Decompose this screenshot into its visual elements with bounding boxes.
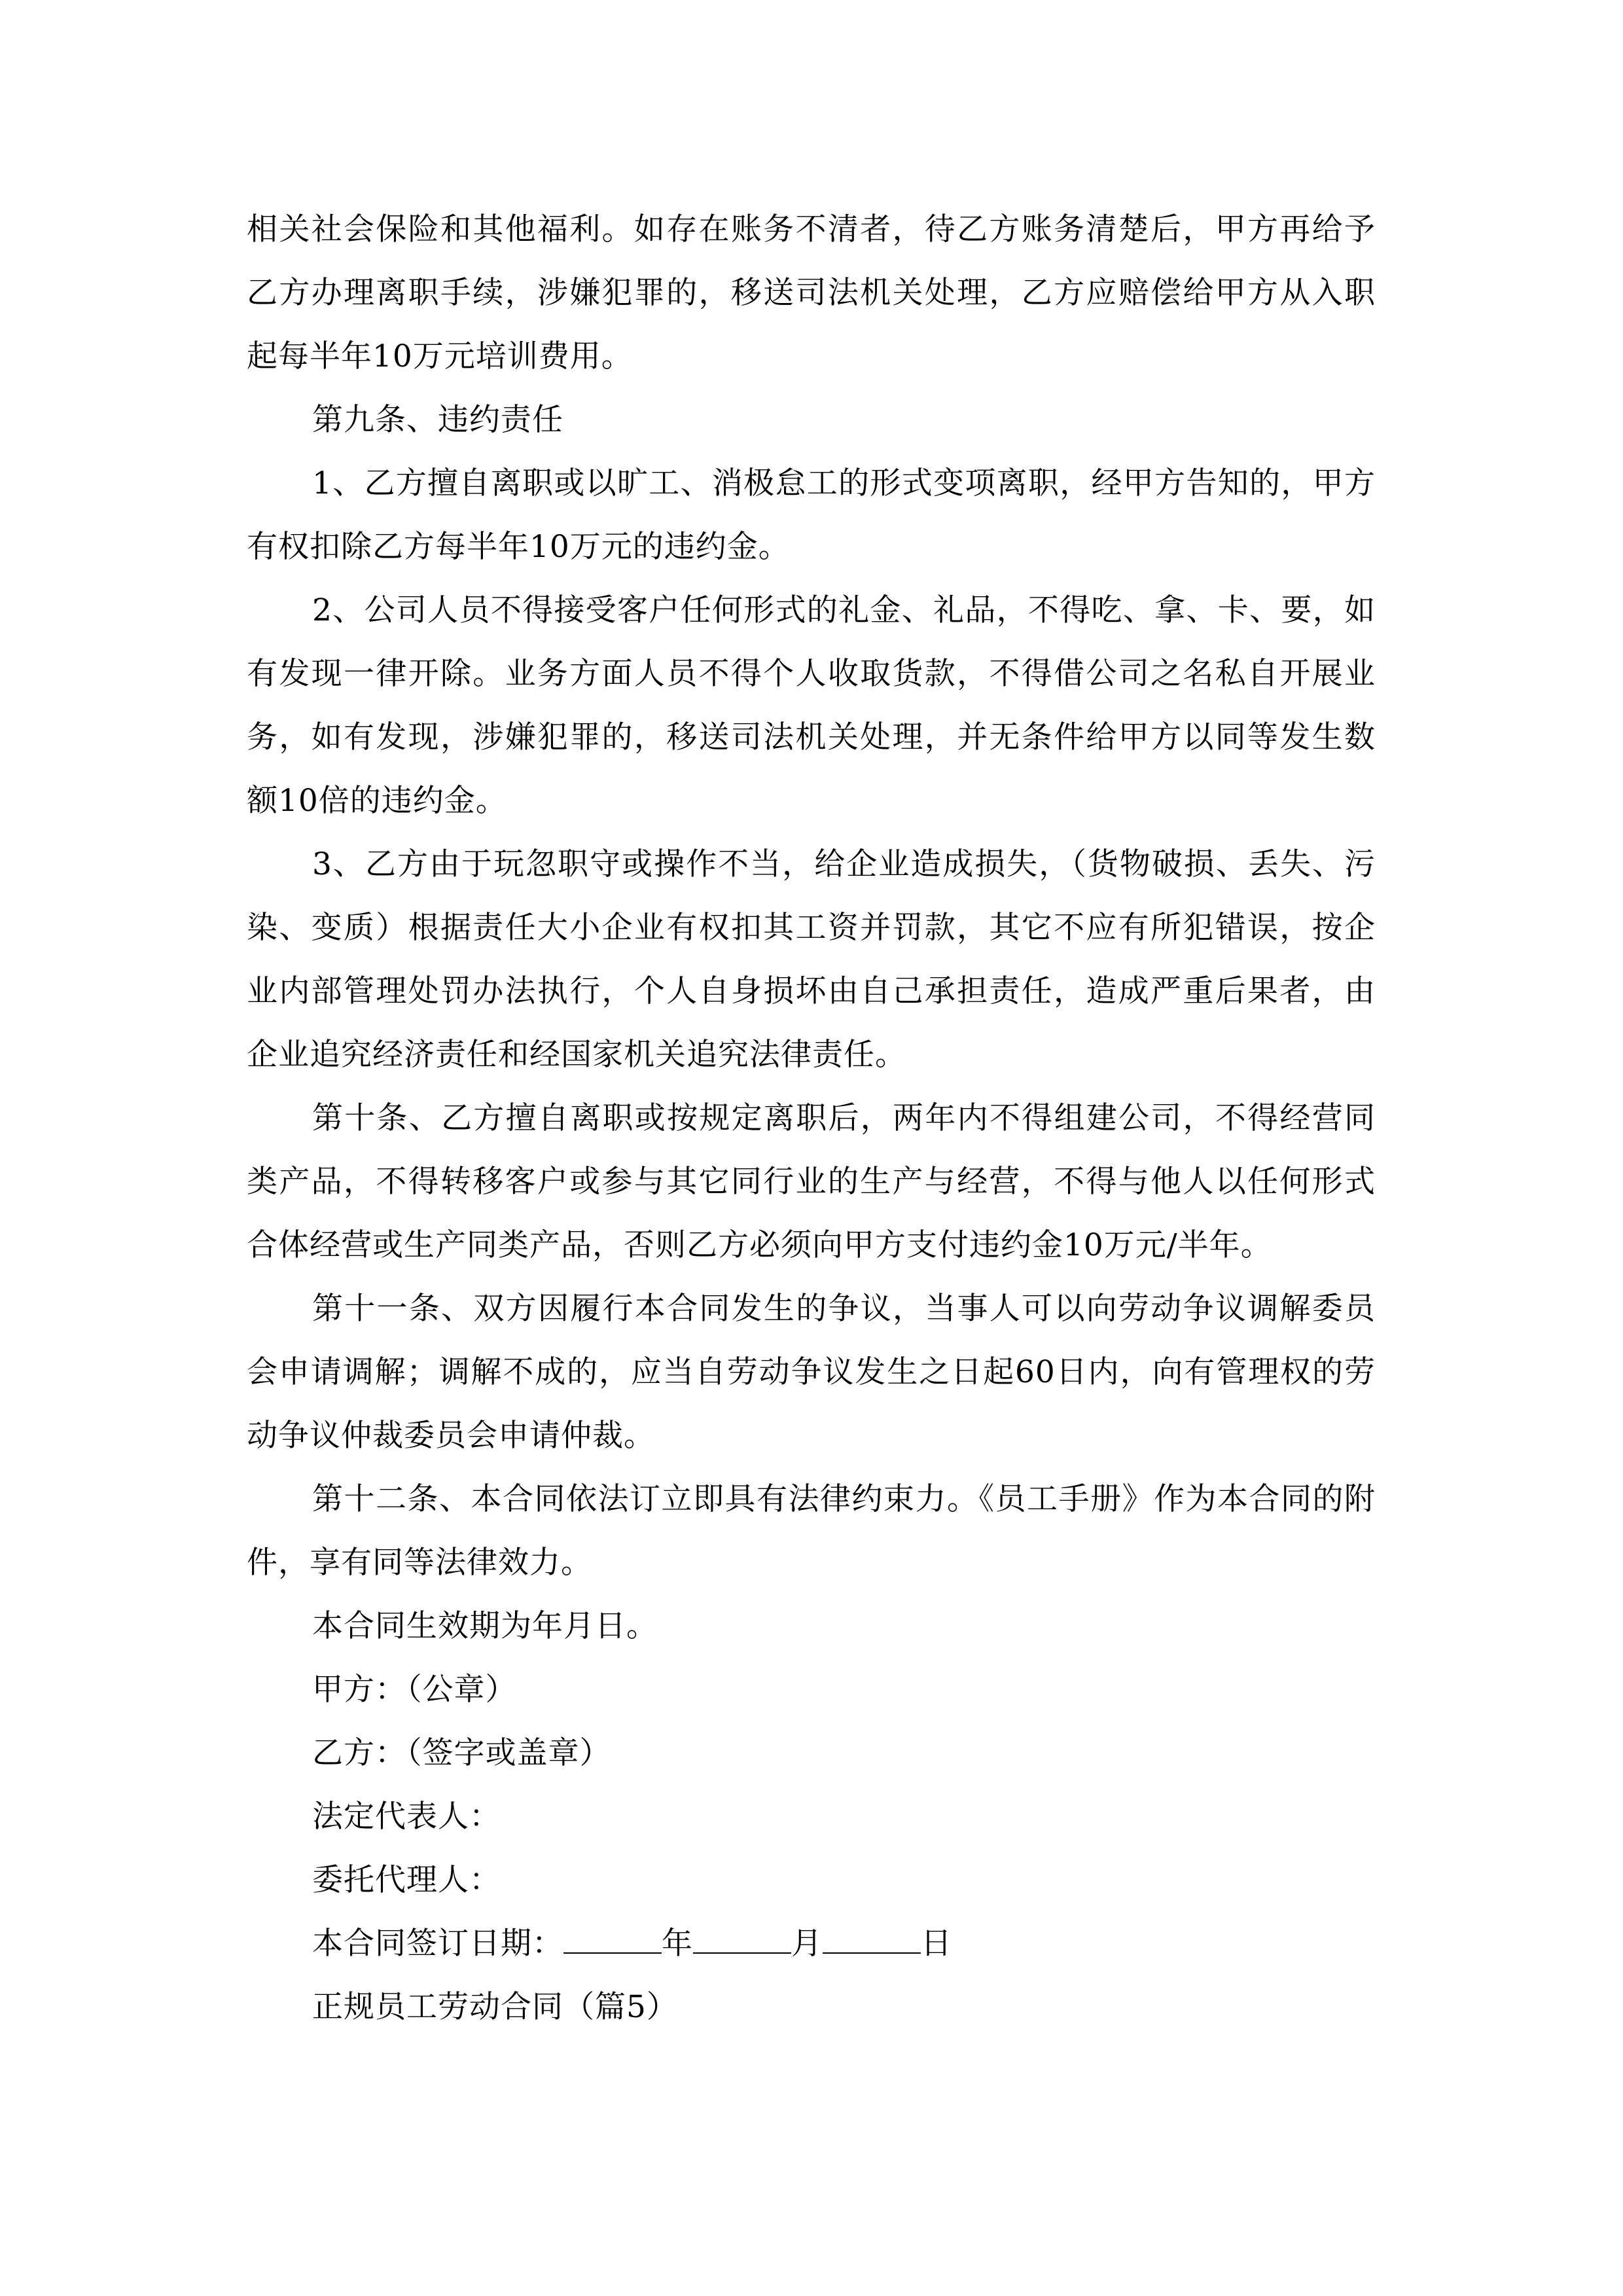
article-9-heading: 第九条、违约责任: [312, 402, 563, 438]
next-contract-heading: 正规员工劳动合同（篇5）: [312, 1989, 678, 2025]
day-blank: [823, 1926, 921, 1954]
day-label: 日: [921, 1926, 952, 1962]
article-12: 第十二条、本合同依法订立即具有法律约束力。《员工手册》作为本合同的附件，享有同等法律效力。: [247, 1481, 1376, 1581]
legal-representative-line: 法定代表人：: [312, 1799, 501, 1835]
sign-date-line: [247, 1912, 1376, 1975]
document-body: [247, 198, 1376, 2039]
sign-date-label: 本合同签订日期：: [312, 1926, 563, 1962]
month-label: 月: [791, 1926, 823, 1962]
article-9-item-3: 3、乙方由于玩忽职守或操作不当，给企业造成损失，（货物破损、丢失、污染、变质）根据责任大小企业有权扣其工资并罚款，其它不应有所犯错误，按企业内部管理处罚办法执行，个人自身损坏由自己承担责任，造成严重后果者，由企业追究经济责任和经国家机关追究法律责任。: [247, 846, 1376, 1073]
article-9-item-2: 2、公司人员不得接受客户任何形式的礼金、礼品，不得吃、拿、卡、要，如有发现一律开除。业务方面人员不得个人收取货款，不得借公司之名私自开展业务，如有发现，涉嫌犯罪的，移送司法机关处理，并无条件给甲方以同等发生数额10倍的违约金。: [247, 592, 1376, 819]
year-label: 年: [662, 1926, 693, 1962]
article-11: 第十一条、双方因履行本合同发生的争议，当事人可以向劳动争议调解委员会申请调解；调解不成的，应当自劳动争议发生之日起60日内，向有管理权的劳动争议仲裁委员会申请仲裁。: [247, 1291, 1376, 1454]
party-b-signature-line: 乙方：（签字或盖章）: [312, 1735, 611, 1771]
effective-date-line: 本合同生效期为年月日。: [312, 1608, 658, 1644]
article-9-item-1: 1、乙方擅自离职或以旷工、消极怠工的形式变项离职，经甲方告知的，甲方有权扣除乙方每半年10万元的违约金。: [247, 465, 1376, 565]
month-blank: [693, 1926, 791, 1954]
party-a-seal-line: 甲方：（公章）: [312, 1672, 517, 1708]
authorized-agent-line: 委托代理人：: [312, 1862, 501, 1898]
paragraph-welfare-continuation: 相关社会保险和其他福利。如存在账务不清者，待乙方账务清楚后，甲方再给予乙方办理离职手续，涉嫌犯罪的，移送司法机关处理，乙方应赔偿给甲方从入职起每半年10万元培训费用。: [247, 211, 1376, 374]
year-blank: [563, 1926, 662, 1954]
article-10: 第十条、乙方擅自离职或按规定离职后，两年内不得组建公司，不得经营同类产品，不得转移客户或参与其它同行业的生产与经营，不得与他人以任何形式合体经营或生产同类产品，否则乙方必须向甲方支付违约金10万元/半年。: [247, 1100, 1376, 1263]
